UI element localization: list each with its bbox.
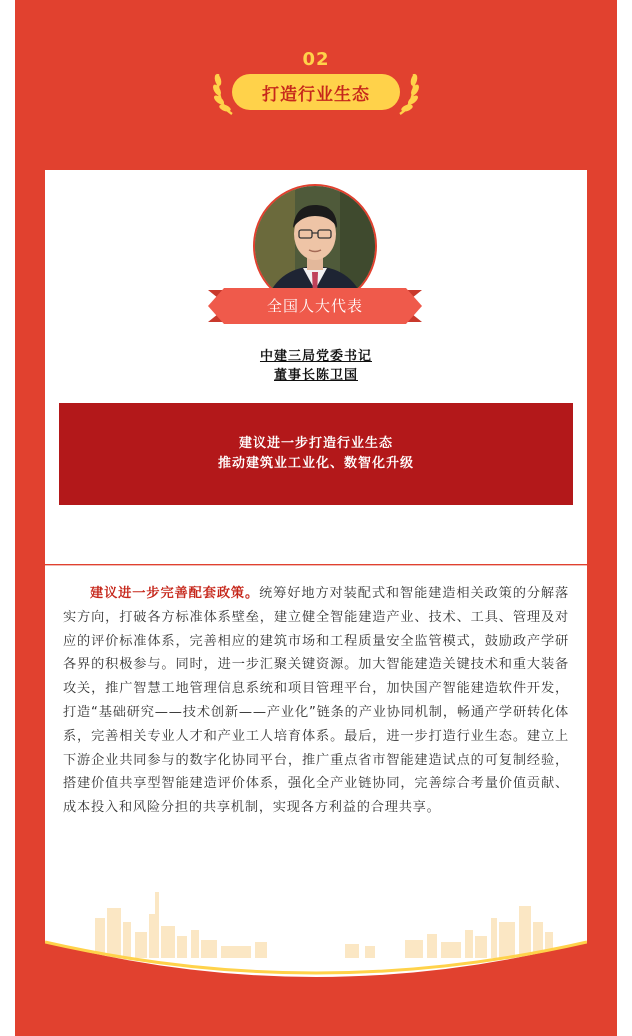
highlight-line-2: 推动建筑业工业化、数智化升级 [217,456,414,471]
body-lead: 建议进一步完善配套政策。 [90,586,260,601]
highlight-box [59,403,573,505]
role-label: 全国人大代表 [266,297,363,315]
body-paragraph [63,582,569,820]
role-ribbon [208,286,422,326]
position-line-1: 中建三局党委书记 [259,349,372,364]
highlight-line-1: 建议进一步打造行业生态 [238,436,393,451]
body-card [45,565,587,863]
skyline-footer [45,862,587,980]
section-title-badge [212,70,420,118]
position-line-2: 董事长陈卫国 [273,368,358,383]
profile-card [45,170,587,564]
laurel-right-icon [396,70,420,116]
section-title: 打造行业生态 [232,74,400,110]
section-number: 02 [302,49,330,70]
body-text: 统筹好地方对装配式和智能建造相关政策的分解落实方向，打破各方标准体系壁垒，建立健全智能建造产业、技术、工具、管理及对应的评价标准体系，完善相应的建筑市场和工程质量安全监管模式，鼓励政产学研各界的积极参与。同时，进一步汇聚关键资源。加大智能建造关键技术和重大装备攻关，推广智慧工地管理信息系统和项目管理平台，加快国产智能建造软件开发，打造“基础研究——技术创新——产业化”链条的产业协同机制，畅通产学研转化体系，完善相关专业人才和产业工人培育体系。最后，进一步打造行业生态。建立上下游企业共同参与的数字化协同平台，推广重点省市智能建造试点的可复制经验，搭建价值共享型智能建造评价体系，强化全产业链协同，完善综合考量价值贡献、成本投入和风险分担的共享机制，实现各方利益的合理共享。 [63,586,569,816]
city-skyline-icon [45,862,587,980]
